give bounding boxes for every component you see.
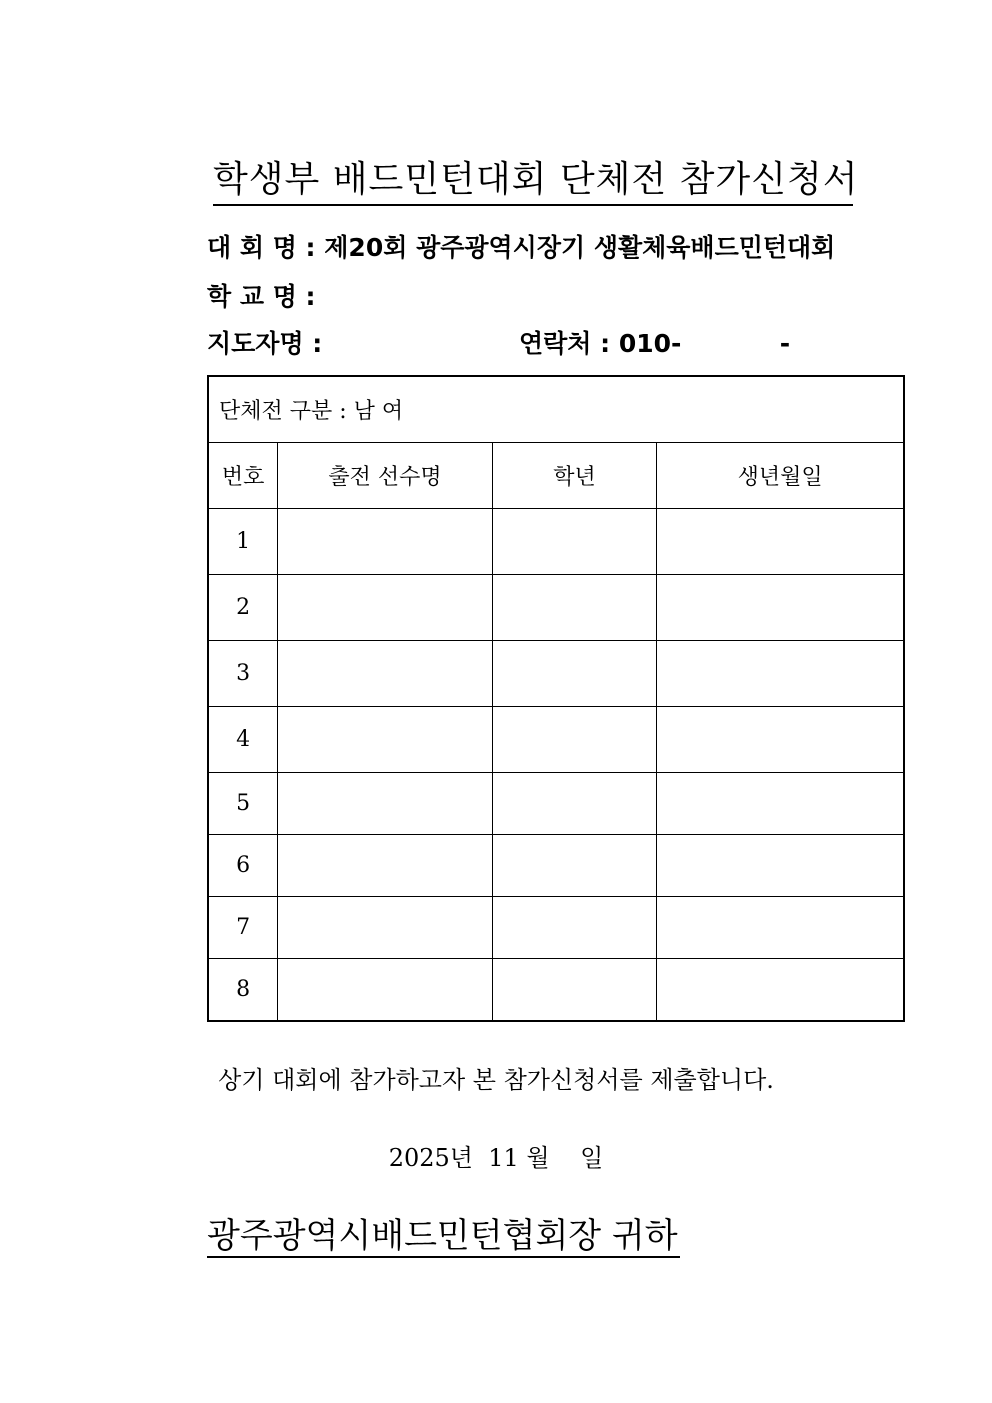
tournament-line: [207, 232, 835, 264]
birthdate-cell[interactable]: [657, 509, 904, 575]
row-number: 5: [208, 773, 278, 835]
player-name-cell[interactable]: [278, 897, 492, 959]
header-player-name: 출전 선수명: [278, 443, 492, 509]
row-number: 1: [208, 509, 278, 575]
grade-cell[interactable]: [492, 575, 657, 641]
player-name-cell[interactable]: [278, 959, 492, 1022]
recipient: 광주광역시배드민턴협회장 귀하: [207, 1216, 678, 1256]
table-row: [208, 509, 904, 575]
birthdate-cell[interactable]: [657, 707, 904, 773]
closing-statement: 상기 대회에 참가하고자 본 참가신청서를 제출합니다.: [218, 1066, 774, 1094]
school-label: 학 교 명 :: [207, 282, 316, 311]
contact-separator: -: [779, 329, 791, 358]
tournament-name: 제20회 광주광역시장기 생활체육배드민턴대회: [324, 233, 836, 262]
table-row: [208, 707, 904, 773]
player-name-cell[interactable]: [278, 641, 492, 707]
header-birthdate: 생년월일: [657, 443, 904, 509]
table-row: [208, 575, 904, 641]
submission-date: 2025년 11 월 일: [388, 1144, 604, 1172]
player-name-cell[interactable]: [278, 707, 492, 773]
birthdate-cell[interactable]: [657, 959, 904, 1022]
row-number: 3: [208, 641, 278, 707]
school-line: [207, 281, 316, 313]
table-row: [208, 835, 904, 897]
grade-cell[interactable]: [492, 897, 657, 959]
leader-label: 지도자명 :: [207, 329, 323, 358]
table-row: [208, 897, 904, 959]
player-name-cell[interactable]: [278, 773, 492, 835]
form-title: 학생부 배드민턴대회 단체전 참가신청서: [213, 158, 853, 206]
birthdate-cell[interactable]: [657, 897, 904, 959]
roster-table: [207, 375, 905, 1022]
header-number: 번호: [208, 443, 278, 509]
table-row: [208, 641, 904, 707]
birthdate-cell[interactable]: [657, 835, 904, 897]
row-number: 8: [208, 959, 278, 1022]
table-row: [208, 773, 904, 835]
table-row: [208, 959, 904, 1022]
division-cell[interactable]: 단체전 구분 : 남 여: [208, 376, 904, 443]
player-name-cell[interactable]: [278, 575, 492, 641]
player-name-cell[interactable]: [278, 835, 492, 897]
header-grade: 학년: [492, 443, 657, 509]
contact-line: [519, 328, 790, 360]
tournament-label: 대 회 명 :: [207, 233, 316, 262]
grade-cell[interactable]: [492, 641, 657, 707]
player-name-cell[interactable]: [278, 509, 492, 575]
grade-cell[interactable]: [492, 959, 657, 1022]
leader-line: [207, 328, 322, 360]
birthdate-cell[interactable]: [657, 773, 904, 835]
row-number: 6: [208, 835, 278, 897]
contact-label: 연락처 : 010-: [519, 329, 682, 358]
birthdate-cell[interactable]: [657, 641, 904, 707]
row-number: 7: [208, 897, 278, 959]
grade-cell[interactable]: [492, 835, 657, 897]
grade-cell[interactable]: [492, 707, 657, 773]
birthdate-cell[interactable]: [657, 575, 904, 641]
row-number: 2: [208, 575, 278, 641]
grade-cell[interactable]: [492, 773, 657, 835]
row-number: 4: [208, 707, 278, 773]
grade-cell[interactable]: [492, 509, 657, 575]
